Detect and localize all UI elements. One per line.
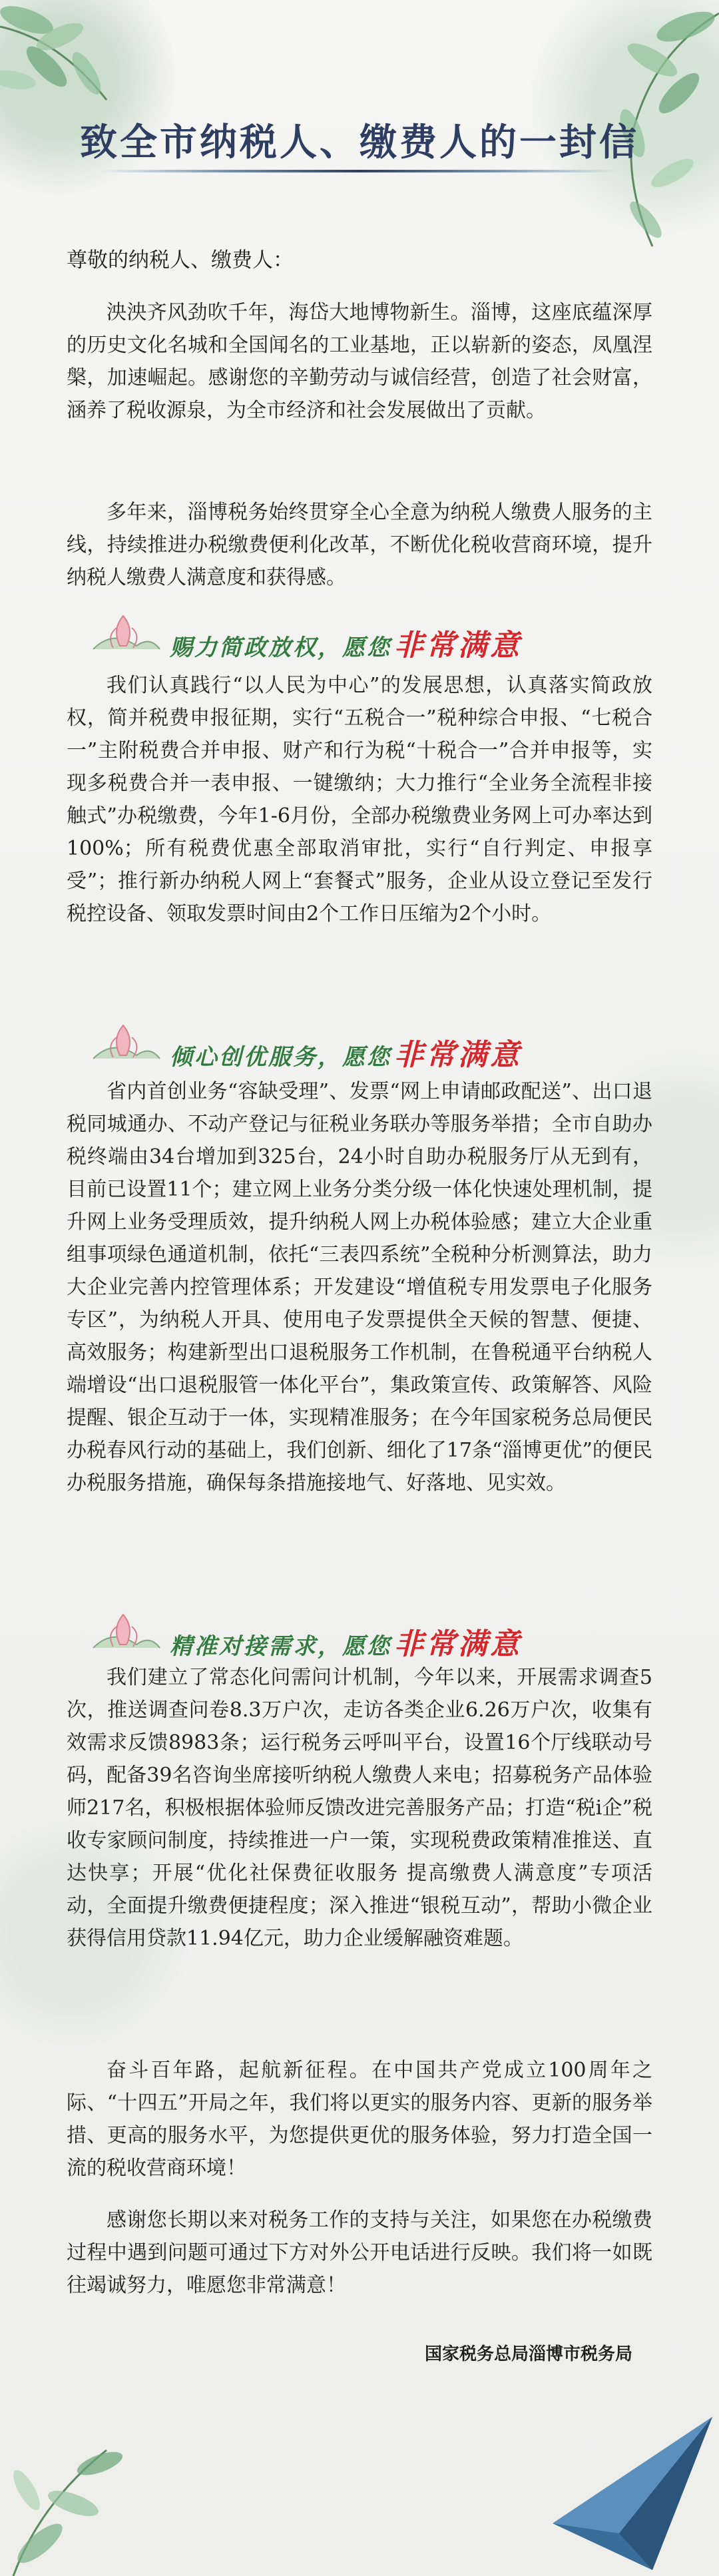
closing-paragraph: 奋斗百年路，起航新征程。在中国共产党成立100周年之际、“十四五”开局之年，我们将以更实的服务内容、更新的服务举措、更高的服务水平，为您提供更优的服务体验，努力打造全国一流的税收营商环境！ [67, 2059, 652, 2180]
section-title: 赐力简政放权，愿您 [170, 635, 391, 661]
section-paragraph: 省内首创业务“容缺受理”、发票“网上申请邮政配送”、出口退税同城通办、不动产登记与征税业务联办等服务举措；全市自助办税终端由34台增加到325台，24小时自助办税服务厅从无到有，目前已设置11个；建立网上业务分类分级一体化快速处理机制，提升网上业务受理质效，提升纳税人网上办税体验感；建立大企业重组事项绿色通道机制，依托“三表四系统”全税种分析测算法，助力大企业完善内控管理体系；开发建设“增值税专用发票电子化服务专区”，为纳税人开具、使用电子发票提供全天候的智慧、便捷、高效服务；构建新型出口退税服务工作机制，在鲁税通平台纳税人端增设“出口退税服管一体化平台”，集政策宣传、政策解答、风险提醒、银企互动于一体，实现精准服务；在今年国家税务总局便民办税春风行动的基础上，我们创新、细化了17条“淄博更优”的便民办税服务措施，确保每条措施接地气、好落地、见实效。 [67, 1080, 652, 1495]
page-title: 致全市纳税人、缴费人的一封信 [80, 121, 639, 164]
section-highlight: 非常满意 [394, 1038, 522, 1072]
lotus-icon [87, 609, 166, 662]
section-title: 精准对接需求，愿您 [170, 1633, 391, 1660]
title-underline [100, 170, 619, 172]
section-title: 倾心创优服务，愿您 [170, 1044, 391, 1071]
section-heading [87, 609, 632, 662]
intro-paragraph: 多年来，淄博税务始终贯穿全心全意为纳税人缴费人服务的主线，持续推进办税缴费便利化改革，不断优化税收营商环境，提升纳税人缴费人满意度和获得感。 [67, 501, 652, 589]
lotus-icon [87, 1019, 166, 1072]
section-heading [87, 1019, 632, 1072]
section-paragraph: 我们认真践行“以人民为中心”的发展思想，认真落实简政放权，简并税费申报征期，实行“五税合一”税种综合申报、“七税合一”主附税费合并申报、财产和行为税“十税合一”合并申报等，实现多税费合并一表申报、一键缴纳；大力推行“全业务全流程非接触式”办税缴费，今年1-6月份，全部办税缴费业务网上可办率达到100%；所有税费优惠全部取消审批，实行“自行判定、申报享受”；推行新办纳税人网上“套餐式”服务，企业从设立登记至发行税控设备、领取发票时间由2个工作日压缩为2个小时。 [67, 674, 652, 925]
section-heading [87, 1608, 632, 1661]
intro-paragraph: 泱泱齐风劲吹千年，海岱大地博物新生。淄博，这座底蕴深厚的历史文化名城和全国闻名的工业基地，正以崭新的姿态，凤凰涅槃，加速崛起。感谢您的辛勤劳动与诚信经营，创造了社会财富，涵养了税收源泉，为全市经济和社会发展做出了贡献。 [67, 301, 652, 422]
paper-plane-icon [546, 2390, 719, 2576]
signature: 国家税务总局淄博市税务局 [424, 2344, 632, 2364]
greeting: 尊敬的纳税人、缴费人： [67, 248, 294, 272]
closing-paragraph: 感谢您长期以来对税务工作的支持与关注，如果您在办税缴费过程中遇到问题可通过下方对外公开电话进行反映。我们将一如既往竭诚努力，唯愿您非常满意！ [67, 2208, 652, 2297]
section-highlight: 非常满意 [394, 1627, 522, 1661]
leaf-branch-icon [0, 2370, 173, 2576]
section-highlight: 非常满意 [394, 629, 522, 662]
lotus-icon [87, 1608, 166, 1661]
section-paragraph: 我们建立了常态化问需问计机制，今年以来，开展需求调查5次，推送调查问卷8.3万户次，走访各类企业6.26万户次，收集有效需求反馈8983条；运行税务云呼叫平台，设置16个厅线联动号码，配备39名咨询坐席接听纳税人缴费人来电；招募税务产品体验师217名，积极根据体验师反馈改进完善服务产品；打造“税i企”税收专家顾问制度，持续推进一户一策，实现税费政策精准推送、直达快享；开展“优化社保费征收服务 提高缴费人满意度”专项活动，全面提升缴费便捷程度；深入推进“银税互动”，帮助小微企业获得信用贷款11.94亿元，助力企业缓解融资难题。 [67, 1666, 652, 1950]
